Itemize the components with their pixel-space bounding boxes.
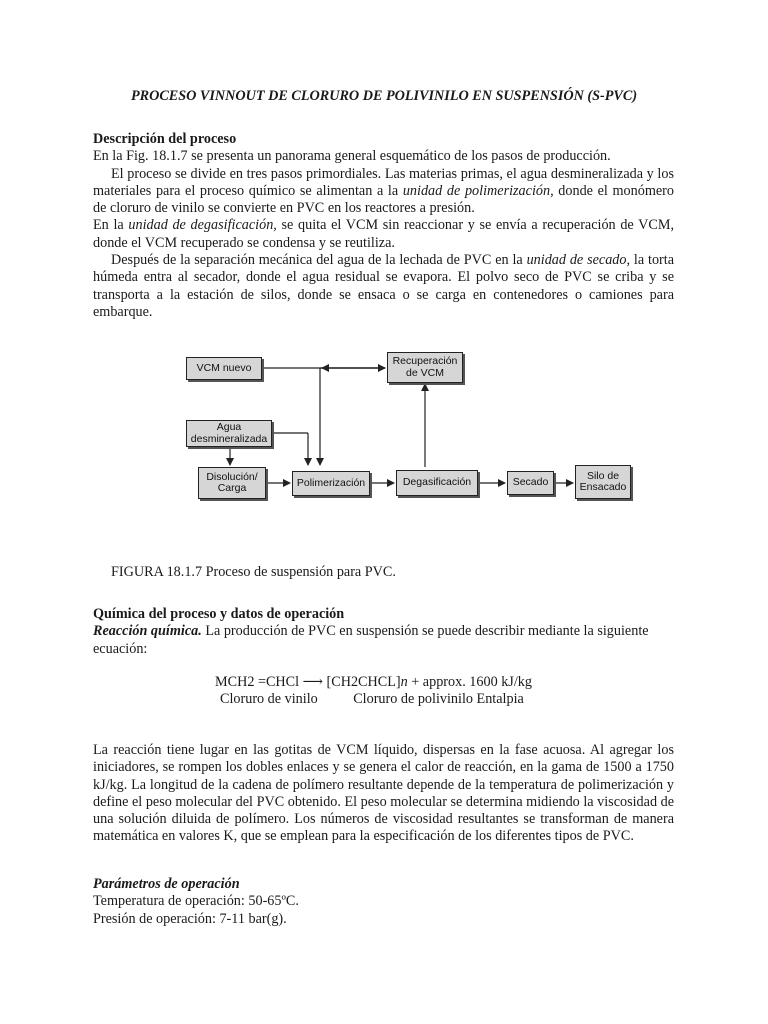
operating-parameters-section bbox=[93, 876, 674, 928]
paragraph-drying bbox=[93, 252, 674, 321]
paragraph-overview: En la Fig. 18.1.7 se presenta un panorama general esquemático de los pasos de producción. bbox=[93, 148, 611, 165]
box-label: Recuperación bbox=[392, 355, 458, 367]
box-label: Polimerización bbox=[296, 476, 366, 489]
text: la torta húmeda entra al secador, donde el agua residual se evapora. El polvo seco de PVC se criba y se transporta a la estación de silos, donde se ensaca o se carga en contenedores o camiones para embarque. bbox=[93, 252, 674, 320]
section-heading-description: Descripción del proceso bbox=[93, 131, 237, 147]
chemistry-section bbox=[93, 606, 674, 658]
equation-right: + approx. 1600 kJ/kg bbox=[407, 674, 532, 690]
paragraph-steps bbox=[93, 166, 674, 218]
paragraph-reaction-details: La reacción tiene lugar en las gotitas de VCM líquido, dispersas en la fase acuosa. Al agregar los iniciadores, se rompen los dobles enlaces y se genera el calor de reacción, en la gama de 1500 a 1750 kJ/kg. La longitud de la cadena de polímero resultante depende de la temperatura de polimerización y define el peso molecular del PVC obtenido. El peso molecular se determina midiendo la viscosidad de una solución diluida de polímero. Los números de viscosidad resultantes se transforman de manera matemática en valores K, que se emplean para la especificación de los diferentes tipos de PVC. bbox=[93, 742, 674, 845]
box-secado bbox=[507, 471, 554, 495]
box-silo-ensacado bbox=[575, 465, 631, 499]
box-vcm-nuevo bbox=[186, 357, 262, 380]
box-degasificacion bbox=[396, 470, 478, 496]
box-label: VCM nuevo bbox=[196, 361, 252, 374]
paragraph-degasification bbox=[93, 217, 674, 252]
box-label: Degasificación bbox=[402, 476, 472, 489]
equation-left: MCH2 =CHCl ⟶ [CH2CHCL] bbox=[215, 674, 401, 690]
box-label: Ensacado bbox=[579, 481, 627, 493]
box-label: Secado bbox=[512, 476, 549, 489]
box-label: Carga bbox=[217, 482, 247, 494]
box-label: de VCM bbox=[406, 366, 444, 379]
equation-n: n bbox=[400, 674, 408, 690]
box-recuperacion-vcm bbox=[387, 352, 463, 383]
reaction-equation bbox=[215, 674, 532, 691]
text: En la bbox=[93, 217, 129, 234]
text: El proceso se divide en tres pasos primordiales. Las materias primas, el agua desmineralizada y los materiales para el proceso químico se alimentan a la bbox=[93, 165, 674, 199]
box-label: Silo de bbox=[586, 469, 620, 482]
box-polimerizacion bbox=[292, 471, 370, 496]
text: donde el monómero de cloruro de vinilo se convierte en PVC en los reactores a presión. bbox=[93, 182, 674, 217]
italic-term: unidad de polimerización, bbox=[402, 182, 554, 199]
reaction-label: Reacción química. bbox=[93, 623, 202, 640]
figure-caption: FIGURA 18.1.7 Proceso de suspensión para PVC. bbox=[111, 564, 396, 580]
text: se quita el VCM sin reaccionar y se envía a recuperación de VCM, donde el VCM recuperado se condensa y se reutiliza. bbox=[93, 217, 675, 251]
equation-labels: Cloruro de vinilo Cloruro de polivinilo Entalpia bbox=[220, 691, 524, 707]
section-heading-parameters: Parámetros de operación bbox=[93, 876, 240, 892]
document-title: PROCESO VINNOUT DE CLORURO DE POLIVINILO EN SUSPENSIÓN (S-PVC) bbox=[130, 88, 638, 104]
box-label: Agua bbox=[216, 421, 242, 433]
paragraph-reaction bbox=[93, 623, 674, 658]
box-label: Disolución/ bbox=[206, 470, 258, 483]
box-disolucion-carga bbox=[198, 467, 266, 499]
italic-term: unidad de degasificación, bbox=[128, 217, 277, 234]
box-label: desmineralizada bbox=[190, 432, 268, 445]
temperature-line: Temperatura de operación: 50-65ºC. bbox=[93, 893, 299, 910]
text: Después de la separación mecánica del agua de la lechada de PVC en la bbox=[111, 252, 527, 269]
italic-term: unidad de secado, bbox=[526, 252, 631, 269]
process-description-section bbox=[93, 131, 674, 321]
text: La producción de PVC en suspensión se puede describir mediante la siguiente ecuación: bbox=[93, 623, 649, 657]
section-heading-chemistry: Química del proceso y datos de operación bbox=[93, 606, 345, 622]
process-flow-diagram bbox=[180, 343, 630, 513]
pressure-line: Presión de operación: 7-11 bar(g). bbox=[93, 910, 287, 927]
box-agua-desmineralizada bbox=[186, 420, 272, 447]
